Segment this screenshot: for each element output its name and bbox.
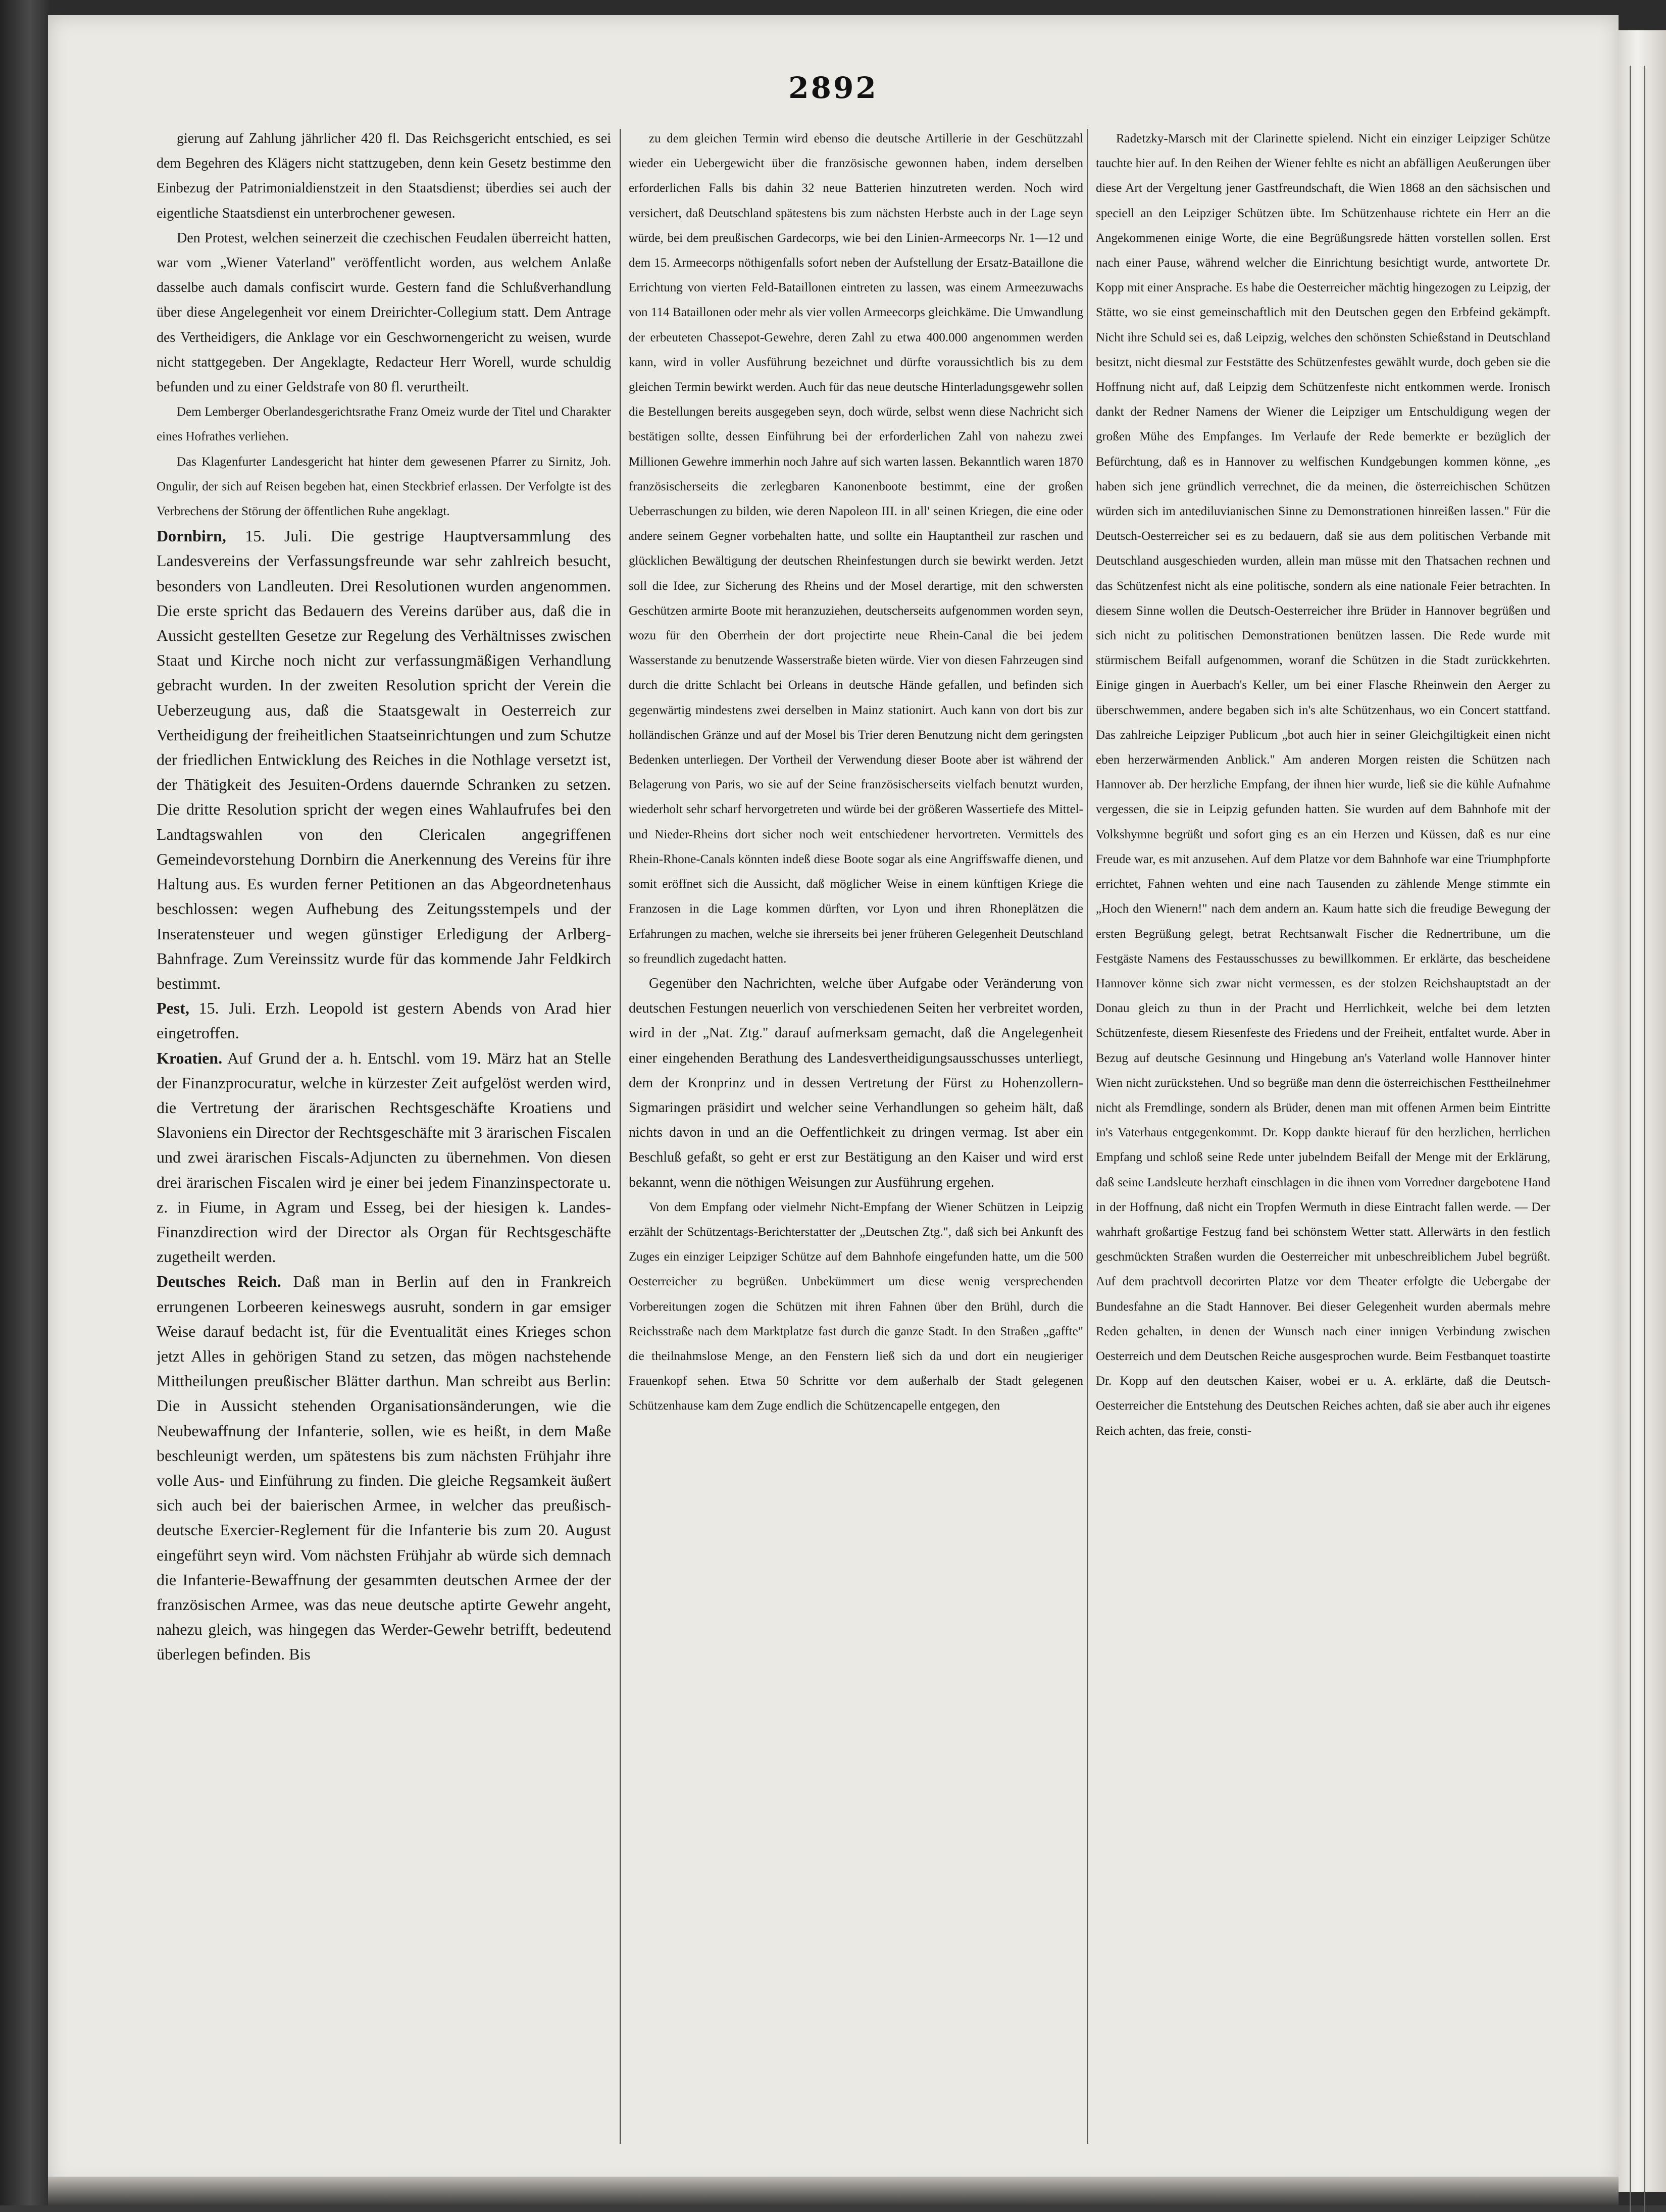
page-bottom-shadow <box>48 2177 1619 2205</box>
article-paragraph <box>157 126 611 226</box>
paragraph-text: Den Protest, welchen seinerzeit die czechischen Feudalen überreicht hatten, war vom „Wiener Vaterland" veröffentlicht worden, aus welchem Anlaße dasselbe auch damals confiscirt wurde. Gestern fand die Schlußverhandlung über diese Angelegenheit vor einem Dreirichter-Collegium statt. Dem Antrage des Vertheidigers, die Anklage vor ein Geschwornengericht zu weisen, wurde nicht stattgegeben. Der Angeklagte, Redacteur Herr Worell, wurde schuldig befunden und zu einer Geldstrafe von 80 fl. verurtheilt. <box>157 230 611 395</box>
column-rule <box>620 129 621 2144</box>
paragraph-text: gierung auf Zahlung jährlicher 420 fl. Das Reichsgericht entschied, es sei dem Begehren des Klägers nicht stattzugeben, denn kein Gesetz bestimme den Einbezug der Patrimonialdienstzeit in den Staatsdienst; überdies sei auch der eigentliche Staatsdienst ein unterbrochener gewesen. <box>157 131 611 221</box>
paragraph-text: zu dem gleichen Termin wird ebenso die deutsche Artillerie in der Geschützzahl wieder ein Uebergewicht über die französische gewonnen haben, indem derselben erforderlichen Falls bis dahin 32 neue Batterien hinzutreten werden. Noch wird versichert, daß Deutschland spätestens bis zum nächsten Herbste auch in der Lage seyn würde, bei dem preußischen Gardecorps, wie bei den Linien-Armeecorps Nr. 1—12 und dem 15. Armeecorps nöthigenfalls sofort neben der Aufstellung der Ersatz-Bataillone die Errichtung von vierten Feld-Bataillonen eintreten zu lassen, was einem Armeezuwachs von 114 Bataillonen oder mehr als vier vollen Armeecorps gleichkäme. Die Umwandlung der erbeuteten Chassepot-Gewehre, deren Zahl zu etwa 400.000 angenommen werden kann, wird in voller Ausführung bezeichnet und dürfte voraussichtlich bis zu dem gleichen Termin bewirkt werden. Auch für das neue deutsche Hinterladungsgewehr sollen die Bestellungen bereits ausgegeben seyn, doch würde, selbst wenn diese Nachricht sich bestätigen sollte, dessen Einführung bei der erforderlichen Zahl von nahezu zwei Millionen Gewehre immerhin noch Jahre auf sich warten lassen. Bekanntlich waren 1870 französischerseits die zerlegbaren Kanonenboote bestimmt, eine der großen Ueberraschungen zu bilden, wie deren Napoleon III. in all' seinen Kriegen, die eine oder andere seinem Gegner vorbehalten hatte, und sollte ein Hauptantheil zur raschen und glücklichen Bewältigung der deutschen Rheinfestungen durch sie bewirkt werden. Jetzt soll die Idee, zur Sicherung des Rheins und der Mosel derartige, mit den schwersten Geschützen armirte Boote mit heranzuziehen, deutscherseits aufgenommen worden seyn, wozu für den Oberrhein der dort projectirte neue Rhein-Canal die bei jedem Wasserstande zu benutzende Wasserstraße bieten würde. Vier von diesen Fahrzeugen sind durch die dritte Schlacht bei Orleans in deutsche Hände gefallen, und befinden sich gegenwärtig mindestens zwei derselben in Mainz stationirt. Auch kann von dort bis zur holländischen Gränze und auf der Mosel bis Trier deren Benutzung nicht dem geringsten Bedenken unterliegen. Der Vortheil der Verwendung dieser Boote aber ist während der Belagerung von Paris, wo sie auf der Seine französischerseits vielfach benutzt wurden, wiederholt sehr scharf hervorgetreten und würde bei der größeren Wassertiefe des Mittel- und Nieder-Rheins dort sicher noch weit entschiedener hervortreten. Vermittels des Rhein-Rhone-Canals könnten indeß diese Boote sogar als eine Angriffswaffe dienen, und somit eröffnet sich die Aussicht, daß möglicher Weise in einem künftigen Kriege die Franzosen in die Lage kommen dürften, vor Lyon und ihren Rhoneplätzen die Erfahrungen zu machen, welche sie ihrerseits bei jener früheren Gelegenheit Deutschland so freundlich zugedacht hatten. <box>629 132 1083 966</box>
dateline-place: Dornbirn, <box>157 527 226 545</box>
column-rule <box>1087 129 1088 2144</box>
article-paragraph <box>157 524 611 996</box>
column-2 <box>629 126 1083 2156</box>
paragraph-text: Daß man in Berlin auf den in Frankreich errungenen Lorbeeren keineswegs ausruht, sondern in gar emsiger Weise darauf bedacht ist, für die Eventualität eines Krieges schon jetzt Alles in gehörigen Stand zu setzen, das mögen nachstehende Mittheilungen preußischer Blätter darthun. Man schreibt aus Berlin: Die in Aussicht stehenden Organisationsänderungen, wie die Neubewaffnung der Infanterie, sollen, wie es heißt, in dem Maße beschleunigt werden, um spätestens bis zum nächsten Frühjahr ihre volle Aus- und Einführung zu finden. Die gleiche Regsamkeit äußert sich auch bei der baierischen Armee, in welcher das preußisch-deutsche Exercier-Reglement für die Infanterie bis zum 20. August eingeführt seyn wird. Vom nächsten Frühjahr ab würde sich demnach die Infanterie-Bewaffnung der gesammten deutschen Armee der der französischen Armee, was das neue deutsche aptirte Gewehr angeht, nahezu gleich, was hingegen das Werder-Gewehr betrifft, bedeutend überlegen befinden. Bis <box>157 1272 611 1664</box>
article-paragraph <box>157 1269 611 1667</box>
article-paragraph <box>629 971 1083 1195</box>
paragraph-text: 15. Juli. Die gestrige Hauptversammlung des Landesvereins der Verfassungsfreunde war sehr zahlreich besucht, besonders von Landleuten. Drei Resolutionen wurden angenommen. Die erste spricht das Bedauern des Vereins darüber aus, daß die in Aussicht gestellten Gesetze zur Regelung des Verhältnisses zwischen Staat und Kirche noch nicht zur verfassungmäßigen Verhandlung gebracht wurden. In der zweiten Resolution spricht der Verein die Ueberzeugung aus, daß die Staatsgewalt in Oesterreich zur Vertheidigung der freiheitlichen Staatseinrichtungen und zum Schutze der friedlichen Entwicklung des Reiches in die Nothlage versetzt ist, der Thätigkeit des Jesuiten-Ordens dauernde Schranken zu setzen. Die dritte Resolution spricht der wegen eines Wahlaufrufes bei den Landtagswahlen von den Clericalen angegriffenen Gemeindevorstehung Dornbirn die Anerkennung des Vereins für ihre Haltung aus. Es wurden ferner Petitionen an das Abgeordnetenhaus beschlossen: wegen Aufhebung des Zeitungsstempels und der Inseratensteuer und wegen günstiger Erledigung der Arlberg-Bahnfrage. Zum Vereinssitz wurde für das kommende Jahr Feldkirch bestimmt. <box>157 527 611 992</box>
column-3 <box>1096 126 1550 2156</box>
dateline-place: Kroatien. <box>157 1048 223 1067</box>
paragraph-text: 15. Juli. Erzh. Leopold ist gestern Abends von Arad hier eingetroffen. <box>157 999 611 1042</box>
article-paragraph <box>629 1195 1083 1419</box>
dateline-place: Deutsches Reich. <box>157 1272 281 1291</box>
article-paragraph <box>157 399 611 449</box>
column-1 <box>157 126 611 2156</box>
article-paragraph <box>157 996 611 1045</box>
paragraph-text: Von dem Empfang oder vielmehr Nicht-Empfang der Wiener Schützen in Leipzig erzählt der Schützentags-Berichterstatter der „Deutschen Ztg.", daß sich bei Ankunft des Zuges ein einziger Leipziger Schütze auf dem Bahnhofe eingefunden hatte, um die 500 Oesterreicher zu begrüßen. Unbekümmert um diese wenig versprechenden Vorbereitungen zogen die Schützen mit ihren Fahnen über den Brühl, durch die Reichsstraße nach dem Marktplatze fast durch die ganze Stadt. In den Straßen „gaffte" die theilnahmslose Menge, an den Fenstern ließ sich da und dort ein neugieriger Frauenkopf sehen. Etwa 50 Schritte vor dem außerhalb der Stadt gelegenen Schützenhause kam dem Zuge endlich die Schützencapelle entgegen, den <box>629 1200 1083 1413</box>
article-paragraph <box>629 126 1083 971</box>
paragraph-text: Radetzky-Marsch mit der Clarinette spielend. Nicht ein einziger Leipziger Schütze tauchte hier auf. In den Reihen der Wiener fehlte es nicht an abfälligen Aeußerungen über diese Art der Vergeltung jener Gastfreundschaft, die Wien 1868 an den sächsischen und speciell an den Leipziger Schützen übte. Im Schützenhause richtete ein Herr an die Angekommenen einige Worte, die eine Begrüßungsrede hätten vorstellen sollen. Erst nach einer Pause, während welcher die Einrichtung besichtigt wurde, antwortete Dr. Kopp mit einer Ansprache. Es habe die Oesterreicher mächtig hingezogen zu Leipzig, der Stätte, wo sie einst gemeinschaftlich mit den Deutschen gegen den Erbfeind gekämpft. Nicht ihre Schuld sei es, daß Leipzig, welches den schönsten Schießstand in Deutschland besitzt, nicht diesmal zur Feststätte des Schützenfestes gewählt wurde, doch geben sie die Hoffnung nicht auf, daß Leipzig dem Schützenfeste nicht entkommen werde. Ironisch dankt der Redner Namens der Wiener die Leipziger um Entschuldigung wegen der großen Mühe des Empfanges. Im Verlaufe der Rede bemerkte er bezüglich der Befürchtung, daß es in Hannover zu welfischen Kundgebungen kommen könne, „es haben sich jene gründlich verrechnet, die da meinen, die österreichischen Schützen würden sich im antediluvianischen Sinne zu Demonstrationen hinreißen lassen." Für die Deutsch-Oesterreicher sei es zu bedauern, daß sie aus dem politischen Verbande mit Deutschland ausgeschieden wurden, allein man müsse mit den Thatsachen rechnen und das Schützenfest nicht als eine politische, sondern als eine nationale Feier betrachten. In diesem Sinne wollen die Deutsch-Oesterreicher ihre Brüder in Hannover begrüßen und sich nicht zu politischen Demonstrationen benützen lassen. Die Rede wurde mit stürmischem Beifall aufgenommen, woranf die Schützen in die Stadt zurückkehrten. Einige gingen in Auerbach's Keller, um bei einer Flasche Rheinwein den Aerger zu überschwemmen, andere begaben sich in's alte Schützenhaus, wo ein Concert stattfand. Das zahlreiche Leipziger Publicum „bot auch hier in seiner Gleichgiltigkeit einen nicht eben herzerwärmenden Anblick." Am anderen Morgen reisten die Schützen nach Hannover ab. Der herzliche Empfang, der ihnen hier wurde, ließ sie die kühle Aufnahme vergessen, die sie in Leipzig gefunden hatten. Sie wurden auf dem Bahnhofe mit der Volkshymne begrüßt und sofort ging es an ein Herzen und Küssen, daß es nur eine Freude war, es mit anzusehen. Auf dem Platze vor dem Bahnhofe war eine Triumphpforte errichtet, Fahnen wehten und eine nach Tausenden zu zählende Menge stimmte ein „Hoch den Wienern!" nach dem andern an. Kaum hatte sich die freudige Bewegung der ersten Begrüßung gelegt, betrat Rechtsanwalt Fischer die Rednertribune, um die Festgäste Namens des Festausschusses zu bewillkommen. Er erklärte, das bescheidene Hannover könne sich zwar nicht vermessen, es der stolzen Reichshauptstadt an der Donau gleich zu thun in der Pracht und Herrlichkeit, welche bei dem letzten Schützenfeste, diesem Riesenfeste des Friedens und der Freiheit, entfaltet wurde. Aber in Bezug auf deutsche Gesinnung und Hingebung an's Vaterland wolle Hannover hinter Wien nicht zurückstehen. Und so begrüße man denn die österreichischen Festtheilnehmer nicht als Fremdlinge, sondern als Brüder, denen man mit offenen Armen beim Eintritte in's Vaterhaus entgegenkommt. Dr. Kopp dankte hierauf für den herzlichen, herrlichen Empfang und schloß seine Rede unter jubelndem Beifall der Menge mit der Erklärung, daß seine Landsleute herzhaft einschlagen in die ihnen vom Vorredner dargebotene Hand in der Hoffnung, daß nicht ein Tropfen Wermuth in diese Eintracht fallen werde. — Der wahrhaft großartige Festzug fand bei schönstem Wetter statt. Allerwärts in den festlich geschmückten Straßen wurden die Oesterreicher mit unbeschreiblichem Jubel begrüßt. Auf dem prachtvoll decorirten Platze vor dem Theater erfolgte die Uebergabe der Bundesfahne an die Stadt Hannover. Bei dieser Gelegenheit wurden abermals mehre Reden gehalten, in denen der Wunsch nach einer innigen Verbindung zwischen Oesterreich und dem Deutschen Reiche ausgesprochen wurde. Beim Festbanquet toastirte Dr. Kopp auf den deutschen Kaiser, wobei er u. A. erklärte, daß die Deutsch-Oesterreicher die Entstehung des Deutschen Reiches achten, daß sie aber auch ihr eigenes Reich achten, das freie, consti- <box>1096 132 1550 1438</box>
article-paragraph <box>1096 126 1550 1443</box>
edge-line <box>1644 66 1645 2212</box>
adjacent-page-edge <box>1619 30 1666 2192</box>
paragraph-text: Dem Lemberger Oberlandesgerichtsrathe Franz Omeiz wurde der Titel und Charakter eines Hofrathes verliehen. <box>157 405 611 444</box>
article-paragraph <box>157 1046 611 1270</box>
edge-line <box>1630 66 1631 2212</box>
article-paragraph <box>157 226 611 399</box>
page-number: 2892 <box>788 71 878 105</box>
article-paragraph <box>157 449 611 524</box>
paragraph-text: Das Klagenfurter Landesgericht hat hinter dem gewesenen Pfarrer zu Sirnitz, Joh. Ongulir, der sich auf Reisen begeben hat, einen Steckbrief erlassen. Der Verfolgte ist des Verbrechens der Störung der öffentlichen Ruhe angeklagt. <box>157 455 611 519</box>
paragraph-text: Gegenüber den Nachrichten, welche über Aufgabe oder Veränderung von deutschen Festungen neuerlich von verschiedenen Seiten her verbreitet worden, wird in der „Nat. Ztg." darauf aufmerksam gemacht, daß die Angelegenheit einer eingehenden Berathung des Landesvertheidigungsausschusses unterliegt, dem der Kronprinz und in dessen Vertretung der Fürst zu Hohenzollern-Sigmaringen präsidirt und welcher seine Verhandlungen so geheim hält, daß nichts davon in und an die Oeffentlichkeit zu dringen vermag. Ist aber ein Beschluß gefaßt, so geht er erst zur Bestätigung an den Kaiser und wird erst bekannt, wenn die nöthigen Weisungen zur Ausführung ergehen. <box>629 975 1083 1190</box>
paragraph-text: Auf Grund der a. h. Entschl. vom 19. März hat an Stelle der Finanzprocuratur, welche in kürzester Zeit aufgelöst werden wird, die Vertretung der ärarischen Rechtsgeschäfte Kroatiens und Slavoniens ein Director der Rechtsgeschäfte mit 3 ärarischen Fiscalen und zwei ärarischen Fiscals-Adjuncten zu übernehmen. Von diesen drei ärarischen Fiscalen wird je einer bei jedem Finanzinspectorate u. z. in Fiume, in Agram und Esseg, bei der hiesigen k. Landes-Finanzdirection wird der Director als Organ für Rechtsgeschäfte zugetheilt werden. <box>157 1048 611 1266</box>
dateline-place: Pest, <box>157 999 189 1018</box>
